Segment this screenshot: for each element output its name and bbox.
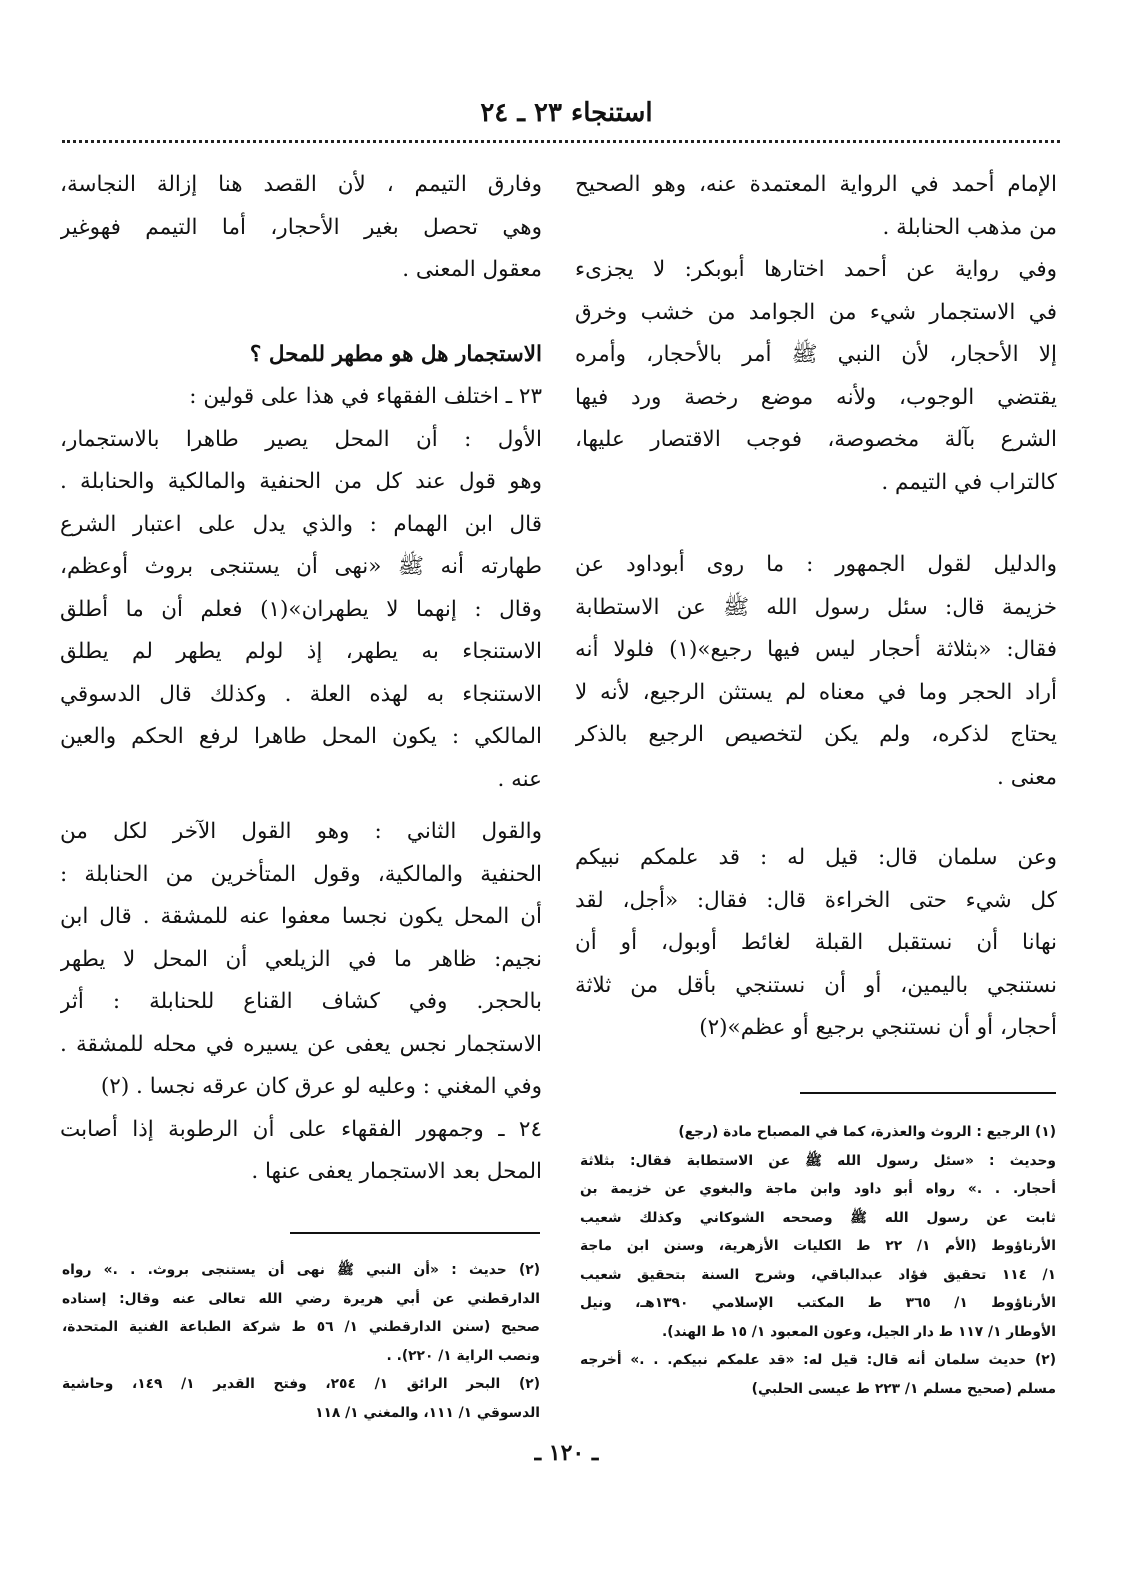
footnote-line: (٢) حديث : «أن النبي ﷺ نهى أن يستنجى بروث. . .» رواه bbox=[62, 1262, 540, 1278]
footnote-line: الأوطار ١/ ١١٧ ط دار الجيل، وعون المعبود ١/ ١٥ ط الهند). bbox=[662, 1323, 1056, 1340]
section-heading bbox=[60, 334, 542, 377]
text-line: المالكي : يكون المحل طاهرا لرفع الحكم والعين bbox=[60, 724, 542, 749]
footnotes-left bbox=[62, 1256, 540, 1427]
text-line: وهو قول عند كل من الحنفية والمالكية والحنابلة . bbox=[60, 469, 542, 494]
text-line: يقتضي الوجوب، ولأنه موضع رخصة ورد فيها bbox=[575, 384, 1057, 410]
footnote-line: الدسوقي ١/ ١١١، والمغني ١/ ١١٨ bbox=[315, 1404, 540, 1421]
text-line: الأول : أن المحل يصير طاهرا بالاستجمار، bbox=[60, 426, 542, 452]
text-line: في الاستجمار شيء من الجوامد من خشب وخرق bbox=[575, 299, 1057, 325]
footnote bbox=[62, 1256, 540, 1370]
text-line: وقال : إنهما لا يطهران»(١) فعلم أن ما أطلق bbox=[60, 596, 542, 622]
footnote-line: ١/ ١١٤ تحقيق فؤاد عبدالباقي، وشرح السنة بتحقيق شعيب bbox=[580, 1266, 1056, 1283]
footnote-line: أحجار. . .» رواه أبو داود وابن ماجة والبغوي عن خزيمة بن bbox=[580, 1181, 1056, 1197]
footnote-line: صحيح (سنن الدارقطني ١/ ٥٦ ط شركة الطباعة الفنية المتحدة، bbox=[62, 1319, 540, 1335]
text-line: الاستنجاء به يطهر، إذ لولم يطهر لم يطلق bbox=[60, 639, 542, 664]
paragraph bbox=[575, 164, 1057, 249]
text-line: الحنفية والمالكية، وقول المتأخرين من الحنابلة : bbox=[60, 861, 542, 887]
text-line: أن المحل يكون نجسا معفوا عنه للمشقة . قال ابن bbox=[60, 904, 542, 929]
text-line: إلا الأحجار، لأن النبي ﷺ أمر بالأحجار، وأمره bbox=[575, 342, 1057, 367]
text-line: وفارق التيمم ، لأن القصد هنا إزالة النجاسة، bbox=[60, 172, 542, 197]
text-line: والدليل لقول الجمهور : ما روى أبوداود عن bbox=[575, 552, 1057, 577]
text-line: وعن سلمان قال: قيل له : قد علمكم نبيكم bbox=[575, 845, 1057, 870]
header-dotted-rule bbox=[62, 140, 1060, 143]
text-line: الاستجمار هل هو مطهر للمحل ؟ bbox=[249, 341, 542, 367]
text-line: معنى . bbox=[997, 764, 1057, 790]
text-line: نجيم: ظاهر ما في الزيلعي أن المحل لا يطهر bbox=[60, 946, 542, 972]
left-text-column bbox=[60, 164, 542, 1194]
footnote-line: ونصب الراية ١/ ٢٢٠). . bbox=[386, 1347, 540, 1364]
footnote bbox=[62, 1370, 540, 1427]
text-line: قال ابن الهمام : والذي يدل على اعتبار الشرع bbox=[60, 511, 542, 537]
text-line: فقال: «بثلاثة أحجار ليس فيها رجيع»(١) فلولا أنه bbox=[575, 637, 1057, 662]
paragraph bbox=[60, 1109, 542, 1194]
running-header: استنجاء ٢٣ ـ ٢٤ bbox=[480, 98, 653, 128]
text-line: وفي المغني : وعليه لو عرق كان عرقه نجسا . (٢) bbox=[100, 1074, 542, 1099]
footnotes-right bbox=[580, 1118, 1056, 1403]
footnote-separator-left bbox=[290, 1232, 540, 1234]
text-line: الإمام أحمد في الرواية المعتمدة عنه، وهو الصحيح bbox=[575, 172, 1057, 197]
paragraph bbox=[575, 544, 1057, 799]
footnote-line: ثابت عن رسول الله ﷺ وصححه الشوكاني وكذلك شعيب bbox=[580, 1209, 1056, 1226]
paragraph bbox=[60, 376, 542, 419]
text-line: طهارته أنه ﷺ «نهى أن يستنجى بروث أوعظم، bbox=[60, 554, 542, 579]
footnote bbox=[580, 1147, 1056, 1347]
footnote-separator-right bbox=[800, 1092, 1056, 1094]
footnote bbox=[580, 1346, 1056, 1403]
footnote bbox=[580, 1118, 1056, 1147]
footnote-line: وحديث : «سئل رسول الله ﷺ عن الاستطابة فقال: بثلاثة bbox=[580, 1152, 1056, 1169]
text-line: كالتراب في التيمم . bbox=[881, 469, 1057, 495]
paragraph bbox=[60, 419, 542, 802]
paragraph bbox=[575, 837, 1057, 1050]
page-number: ـ ١٢٠ ـ bbox=[534, 1440, 599, 1466]
footnote-line: مسلم (صحيح مسلم ١/ ٢٢٣ ط عيسى الحلبي) bbox=[751, 1380, 1056, 1397]
footnote-line: (٢) البحر الرائق ١/ ٢٥٤، وفتح القدير ١/ ١٤٩، وحاشية bbox=[62, 1376, 540, 1392]
paragraph bbox=[60, 164, 542, 292]
text-line: الاستنجاء به لهذه العلة . وكذلك قال الدسوقي bbox=[60, 681, 542, 707]
text-line: عنه . bbox=[497, 766, 542, 792]
footnote-line: (٢) حديث سلمان أنه قال: قيل له: «قد علمكم نبيكم. . .» أخرجه bbox=[580, 1352, 1056, 1368]
text-line: والقول الثاني : وهو القول الآخر لكل من bbox=[60, 819, 542, 844]
text-line: الشرع بآلة مخصوصة، فوجب الاقتصار عليها، bbox=[575, 427, 1057, 452]
text-line: خزيمة قال: سئل رسول الله ﷺ عن الاستطابة bbox=[575, 594, 1057, 620]
text-line: بالحجر. وفي كشاف القناع للحنابلة : أثر bbox=[60, 989, 542, 1014]
text-line: أراد الحجر وما في معناه لم يستثن الرجيع، لأنه لا bbox=[575, 679, 1057, 705]
text-line: الاستجمار نجس يعفى عن يسيره في محله للمشقة . bbox=[60, 1031, 542, 1057]
text-line: كل شيء حتى الخراءة قال: فقال: «أجل، لقد bbox=[575, 887, 1057, 913]
text-line: من مذهب الحنابلة . bbox=[882, 214, 1057, 240]
text-line: نهانا أن نستقبل القبلة لغائط أوبول، أو أن bbox=[575, 930, 1057, 955]
text-line: ٢٤ ـ وجمهور الفقهاء على أن الرطوبة إذا أصابت bbox=[60, 1116, 542, 1142]
paragraph bbox=[60, 811, 542, 1109]
text-line: يحتاج لذكره، ولم يكن لتخصيص الرجيع بالذكر bbox=[575, 722, 1057, 747]
text-line: وهي تحصل بغير الأحجار، أما التيمم فهوغير bbox=[60, 214, 542, 240]
text-line: ٢٣ ـ اختلف الفقهاء في هذا على قولين : bbox=[189, 384, 542, 409]
footnote-line: الأرناؤوط ١/ ٣٦٥ ط المكتب الإسلامي ١٣٩٠هـ، ونيل bbox=[580, 1295, 1056, 1311]
text-line: وفي رواية عن أحمد اختارها أبوبكر: لا يجزىء bbox=[575, 257, 1057, 282]
footnote-line: الدارقطني عن أبي هريرة رضي الله تعالى عنه وقال: إسناده bbox=[62, 1290, 540, 1307]
text-line: المحل بعد الاستجمار يعفى عنها . bbox=[251, 1159, 542, 1184]
right-text-column bbox=[575, 164, 1057, 1050]
text-line: معقول المعنى . bbox=[402, 257, 542, 282]
footnote-line: (١) الرجيع : الروث والعذرة، كما في المصباح مادة (رجع) bbox=[678, 1124, 1056, 1140]
paragraph bbox=[575, 249, 1057, 504]
text-line: نستنجي باليمين، أو أن نستنجي بأقل من ثلاثة bbox=[575, 972, 1057, 998]
text-line: أحجار، أو أن نستنجي برجيع أو عظم»(٢) bbox=[699, 1015, 1057, 1040]
footnote-line: الأرناؤوط (الأم ١/ ٢٢ ط الكليات الأزهرية، وسنن ابن ماجة bbox=[580, 1238, 1056, 1254]
